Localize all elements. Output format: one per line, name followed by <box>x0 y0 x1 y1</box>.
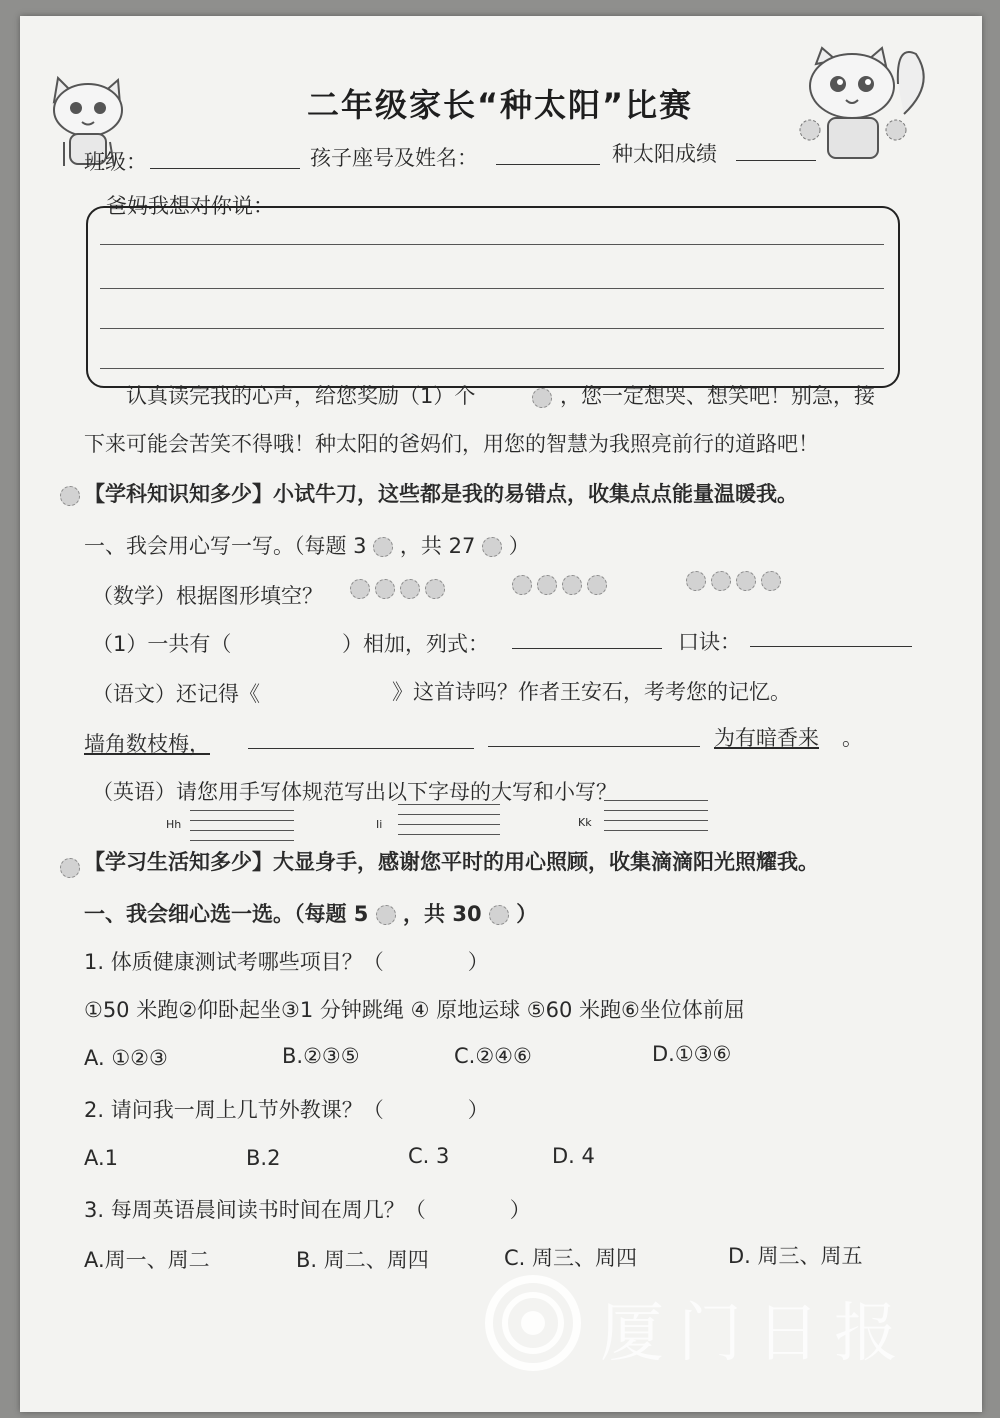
student-name-label: 孩子座号及姓名： <box>310 146 478 170</box>
writing-line <box>604 800 708 801</box>
score-blank[interactable] <box>736 160 816 161</box>
chinese-a: （语文）还记得《 <box>92 682 260 706</box>
math-label: （数学）根据图形填空？ <box>92 584 323 608</box>
sun-icon <box>375 579 395 599</box>
message-line <box>100 244 884 245</box>
message-line <box>100 288 884 289</box>
writing-line <box>190 820 294 821</box>
q1-option-a[interactable]: A. ①②③ <box>84 1046 168 1070</box>
q1-option-c[interactable]: C.②④⑥ <box>454 1044 532 1068</box>
message-label: 爸妈我想对你说： <box>106 194 274 218</box>
letter-kk: Kk <box>578 816 592 829</box>
poem-first-line: 墙角数枝梅， <box>84 732 210 756</box>
writing-line <box>398 834 500 835</box>
q3-option-d[interactable]: D. 周三、周五 <box>728 1244 863 1268</box>
sun-icon <box>400 579 420 599</box>
sun-icon <box>60 486 80 506</box>
q2-option-c[interactable]: C. 3 <box>408 1144 450 1168</box>
section1-title-a: 一、我会用心写一写。（每题 3 <box>84 534 367 558</box>
math-q1-c: 口诀： <box>678 630 741 654</box>
sun-icon <box>686 571 706 591</box>
q1-option-b[interactable]: B.②③⑤ <box>282 1044 360 1068</box>
math-q1-b: ）相加，列式： <box>342 632 489 656</box>
sun-icon <box>587 575 607 595</box>
section2-heading: 【学习生活知多少】大显身手，感谢您平时的用心照顾，收集滴滴阳光照耀我。 <box>84 850 819 874</box>
q2-option-b[interactable]: B.2 <box>246 1146 281 1170</box>
sun-group <box>686 570 781 591</box>
message-box[interactable] <box>86 206 900 388</box>
reward-text-2: 下来可能会苦笑不得哦！种太阳的爸妈们，用您的智慧为我照亮前行的道路吧！ <box>84 432 819 456</box>
writing-line <box>190 830 294 831</box>
message-line <box>100 328 884 329</box>
writing-line <box>398 814 500 815</box>
sun-group <box>512 574 607 595</box>
section2-title-c: ） <box>516 902 538 926</box>
section2-question-title <box>84 898 537 928</box>
q2-option-d[interactable]: D. 4 <box>552 1144 595 1168</box>
score-label: 种太阳成绩 <box>612 142 717 166</box>
class-label: 班级： <box>84 150 147 174</box>
english-label: （英语）请您用手写体规范写出以下字母的大写和小写？ <box>92 780 617 804</box>
section2-title-b: ，共 30 <box>403 902 482 926</box>
sun-icon <box>489 905 509 925</box>
student-name-blank[interactable] <box>496 164 600 165</box>
poem-blank-2[interactable] <box>248 748 474 749</box>
question-2: 2. 请问我一周上几节外教课？（ ） <box>84 1098 489 1122</box>
writing-line <box>604 830 708 831</box>
question-1: 1. 体质健康测试考哪些项目？（ ） <box>84 950 489 974</box>
sun-icon <box>512 575 532 595</box>
math-formula-blank[interactable] <box>512 648 662 649</box>
letter-ii: Ii <box>376 818 383 831</box>
section1-title-c: ） <box>508 534 530 558</box>
writing-line <box>398 824 500 825</box>
letter-hh: Hh <box>166 818 182 831</box>
q3-option-b[interactable]: B. 周二、周四 <box>296 1248 429 1272</box>
section1-question-title <box>84 530 530 560</box>
sun-icon <box>562 575 582 595</box>
message-line <box>100 368 884 369</box>
poem-end: 。 <box>842 726 863 750</box>
writing-line <box>190 840 294 841</box>
worksheet-title: 二年级家长“种太阳”比赛 <box>306 86 694 124</box>
q2-option-a[interactable]: A.1 <box>84 1146 119 1170</box>
reward-text-1a: 认真读完我的心声，给您奖励（1）个 <box>126 384 476 408</box>
writing-line <box>604 820 708 821</box>
sun-icon <box>537 575 557 595</box>
sun-icon <box>60 858 80 878</box>
sun-icon <box>425 579 445 599</box>
sun-group <box>350 578 445 599</box>
sun-icon <box>482 537 502 557</box>
sun-icon <box>711 571 731 591</box>
q1-option-d[interactable]: D.①③⑥ <box>652 1042 732 1066</box>
watermark-text: 厦门日报 <box>600 1297 912 1371</box>
class-blank[interactable] <box>150 168 300 169</box>
question-3: 3. 每周英语晨间读书时间在周几？（ ） <box>84 1198 531 1222</box>
reward-text-1b: ，您一定想哭、想笑吧！别急，接 <box>560 384 875 408</box>
writing-line <box>604 810 708 811</box>
question-1-items: ①50 米跑②仰卧起坐③1 分钟跳绳 ④ 原地运球 ⑤60 米跑⑥坐位体前屈 <box>84 998 745 1022</box>
newspaper-logo-icon <box>478 1268 588 1378</box>
writing-line <box>398 804 500 805</box>
poem-last-line: 为有暗香来 <box>714 726 819 750</box>
math-q1-a: （1）一共有（ <box>92 632 232 656</box>
math-mnemonic-blank[interactable] <box>750 646 912 647</box>
sun-icon <box>736 571 756 591</box>
writing-line <box>190 810 294 811</box>
q3-option-c[interactable]: C. 周三、周四 <box>504 1246 638 1270</box>
sun-icon <box>373 537 393 557</box>
section2-title-a: 一、我会细心选一选。（每题 5 <box>84 902 369 926</box>
sun-icon <box>376 905 396 925</box>
sun-icon <box>761 571 781 591</box>
chinese-b: 》这首诗吗？作者王安石，考考您的记忆。 <box>392 680 791 704</box>
sun-icon <box>350 579 370 599</box>
section1-heading: 【学科知识知多少】小试牛刀，这些都是我的易错点，收集点点能量温暖我。 <box>84 482 798 506</box>
sun-icon <box>532 388 552 408</box>
q3-option-a[interactable]: A.周一、周二 <box>84 1248 210 1272</box>
poem-blank-3[interactable] <box>488 746 700 747</box>
section1-title-b: ，共 27 <box>399 534 476 558</box>
